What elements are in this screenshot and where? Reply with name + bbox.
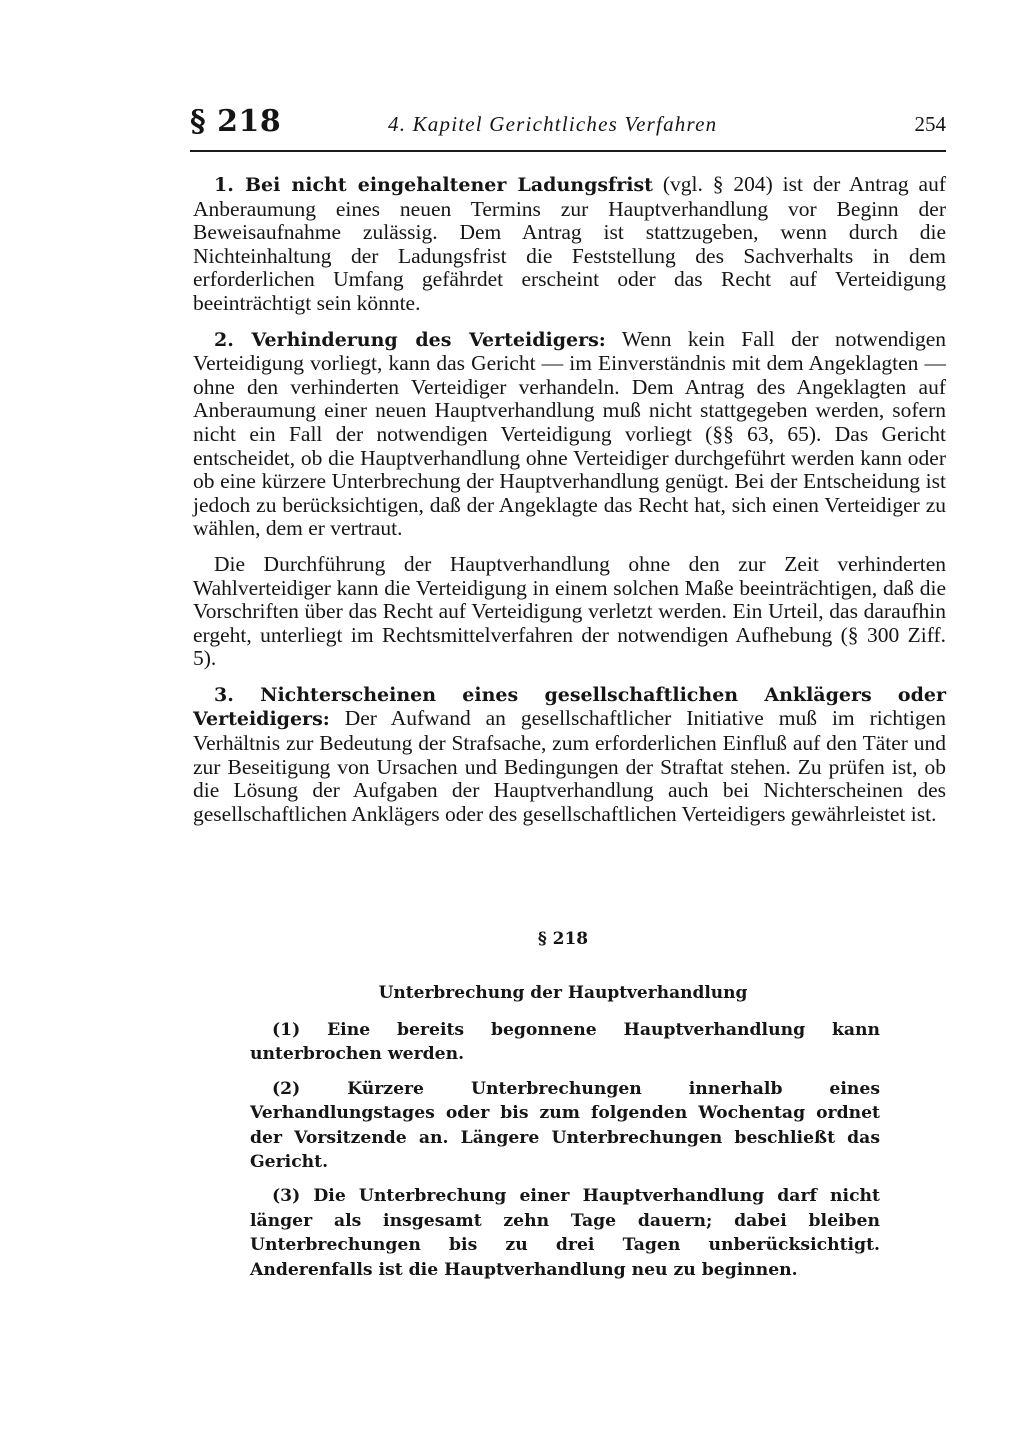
header-section-number: § 218: [190, 104, 282, 139]
commentary-body-3: Die Durchführung der Hauptverhandlung ohne den zur Zeit verhinderten Wahlverteidiger kann die Verteidigung in einem solchen Maße beeinträchtigen, daß die Vorschriften über das Recht auf Verteidigung verletzt werden. Ein Urteil, das daraufhin ergeht, unterliegt im Rechtsmittelverfahren der notwendigen Aufhebung (§ 300 Ziff. 5).: [193, 551, 946, 671]
commentary-body-4: Der Aufwand an gesellschaftlicher Initiative muß im richtigen Verhältnis zur Bedeutung der Strafsache, zum erforderlichen Einfluß auf den Täter und zur Beseitigung von Ursachen und Bedingungen der Straftat stehen. Zu prüfen ist, ob die Lösung der Aufgaben der Hauptverhandlung auch bei Nichterscheinen des gesellschaftlichen Anklägers oder des gesellschaftlichen Verteidigers gewährleistet ist.: [193, 706, 946, 826]
commentary-lead-1: 1. Bei nicht eingehaltener Ladungsfrist: [214, 174, 653, 196]
commentary-text: [193, 173, 946, 838]
commentary-paragraph-3: [193, 553, 946, 671]
law-section-number: § 218: [537, 929, 589, 949]
law-paragraph-3: (3) Die Unterbrechung einer Hauptverhandlung darf nicht länger als insgesamt zehn Tage dauern; dabei bleiben Unterbrechungen bis zu drei Tagen unberücksichtigt. Anderenfalls ist die Hauptverhandlung neu zu beginnen.: [250, 1186, 880, 1280]
header-chapter-title: 4. Kapitel Gerichtliches Verfahren: [388, 112, 718, 136]
commentary-paragraph-1: [193, 173, 946, 316]
commentary-body-2: Wenn kein Fall der notwendigen Verteidigung vorliegt, kann das Gericht — im Einverständnis mit dem Angeklagten — ohne den verhinderten Verteidiger verhandeln. Dem Antrag des Angeklagten auf Anberaumung einer neuen Hauptverhandlung muß nicht stattgegeben werden, sofern nicht ein Fall der notwendigen Verteidigung vorliegt (§§ 63, 65). Das Gericht entscheidet, ob die Hauptverhandlung ohne Verteidiger durchgeführt werden kann oder ob eine kürzere Unterbrechung der Hauptverhandlung genügt. Bei der Entscheidung ist jedoch zu berücksichtigen, daß der Angeklagte das Recht hat, sich einen Verteidiger zu wählen, dem er vertraut.: [193, 326, 947, 541]
commentary-paragraph-4: [193, 683, 946, 827]
law-paragraph-1: (1) Eine bereits begonnene Hauptverhandlung kann unterbrochen werden.: [250, 1020, 880, 1065]
commentary-paragraph-2: [193, 328, 946, 541]
commentary-body-1: (vgl. § 204) ist der Antrag auf Anberaumung eines neuen Termins zur Hauptverhandlung vor Beginn der Beweisaufnahme zulässig. Dem Antrag ist stattzugeben, wenn durch die Nichteinhaltung der Ladungsfrist die Feststellung des Sachverhalts in dem erforderlichen Umfang gefährdet erscheint oder das Recht auf Verteidigung beeinträchtigt sein könnte.: [193, 172, 947, 315]
commentary-lead-2: 2. Verhinderung des Verteidigers:: [214, 328, 606, 351]
page-header: [190, 102, 946, 152]
law-paragraph-2: (2) Kürzere Unterbrechungen innerhalb eines Verhandlungstages oder bis zum folgenden Wochentag ordnet der Vorsitzende an. Längere Unterbrechungen beschließt das Gericht.: [250, 1078, 880, 1173]
page-number: 254: [914, 112, 946, 136]
commentary-lead-4: 3. Nichterscheinen eines gesellschaftlichen Anklägers oder Verteidigers:: [193, 683, 946, 731]
law-text: [250, 1018, 880, 1292]
law-section-heading: Unterbrechung der Hauptverhandlung: [378, 983, 748, 1003]
